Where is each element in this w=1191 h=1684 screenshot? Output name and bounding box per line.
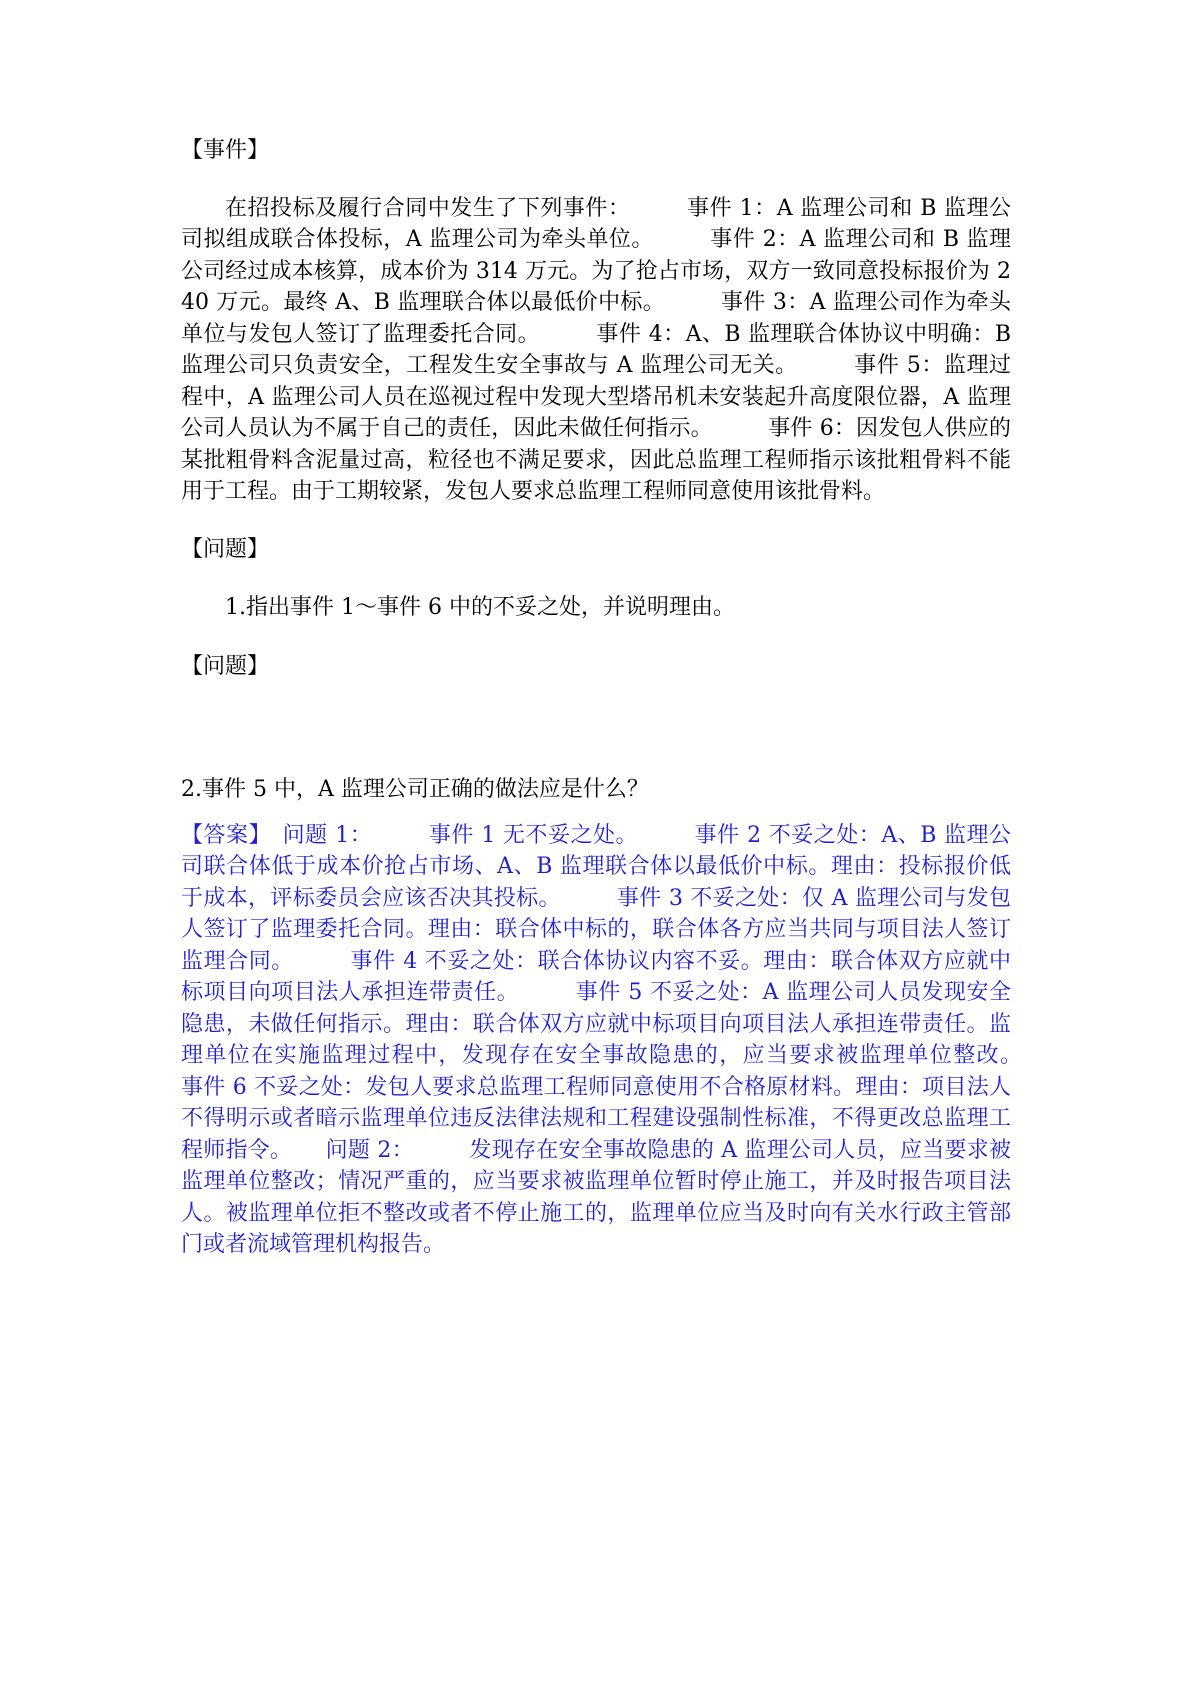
event-paragraph: 在招投标及履行合同中发生了下列事件： 事件 1：A 监理公司和 B 监理公司拟组成联合体投标，A 监理公司为牵头单位。 事件 2：A 监理公司和 B 监理公司经过成本核算，成本价为 314 万元。为了抢占市场，双方一致同意投标报价为 240 万元。最终 A、B 监理联合体以最低价中标。 事件 3：A 监理公司作为牵头单位与发包人签订了监理委托合同。 事件 4：A、B 监理联合体协议中明确：B 监理公司只负责安全，工程发生安全事故与 A 监理公司无关。 事件 5：监理过程中，A 监理公司人员在巡视过程中发现大型塔吊机未安装起升高度限位器，A 监理公司人员认为不属于自己的责任，因此未做任何指示。 事件 6：因发包人供应的某批粗骨料含泥量过高，粒径也不满足要求，因此总监理工程师指示该批粗骨料不能用于工程。由于工期较紧，发包人要求总监理工程师同意使用该批骨料。 bbox=[181, 195, 1011, 504]
spacer bbox=[181, 682, 1011, 774]
question-2: 2.事件 5 中，A 监理公司正确的做法应是什么？ bbox=[181, 777, 649, 802]
question-1: 1.指出事件 1～事件 6 中的不妥之处，并说明理由。 bbox=[225, 595, 735, 620]
document-content bbox=[181, 135, 1078, 1261]
spacer bbox=[181, 806, 1011, 820]
answer-text: 问题 1： 事件 1 无不妥之处。 事件 2 不妥之处：A、B 监理公司联合体低于成本价抢占市场、A、B 监理联合体以最低价中标。理由：投标报价低于成本，评标委员会应该否决其投标。 事件 3 不妥之处：仅 A 监理公司与发包人签订了监理委托合同。理由：联合体中标的，联合体各方应当共同与项目法人签订监理合同。 事件 4 不妥之处：联合体协议内容不妥。理由：联合体双方应就中标项目向项目法人承担连带责任。 事件 5 不妥之处：A 监理公司人员发现安全隐患，未做任何指示。理由：联合体双方应就中标项目向项目法人承担连带责任。监理单位在实施监理过程中，发现存在安全事故隐患的，应当要求被监理单位整改。 事件 6 不妥之处：发包人要求总监理工程师同意使用不合格原材料。理由：项目法人不得明示或者暗示监理单位违反法律法规和工程建设强制性标准，不得更改总监理工程师指令。 问题 2： 发现存在安全事故隐患的 A 监理公司人员，应当要求被监理单位整改；情况严重的，应当要求被监理单位暂时停止施工，并及时报告项目法人。被监理单位拒不整改或者不停止施工的，监理单位应当及时向有关水行政主管部门或者流域管理机构报告。 bbox=[181, 822, 1078, 1257]
spacer bbox=[181, 565, 1011, 592]
spacer bbox=[181, 508, 1011, 534]
event-heading: 【事件】 bbox=[181, 138, 270, 163]
question-heading-2: 【问题】 bbox=[181, 653, 270, 679]
answer-paragraph bbox=[181, 820, 1078, 1261]
answer-label: 【答案】 bbox=[181, 822, 261, 848]
spacer bbox=[181, 167, 1011, 193]
spacer bbox=[181, 624, 1011, 651]
question-heading-1: 【问题】 bbox=[181, 536, 270, 562]
